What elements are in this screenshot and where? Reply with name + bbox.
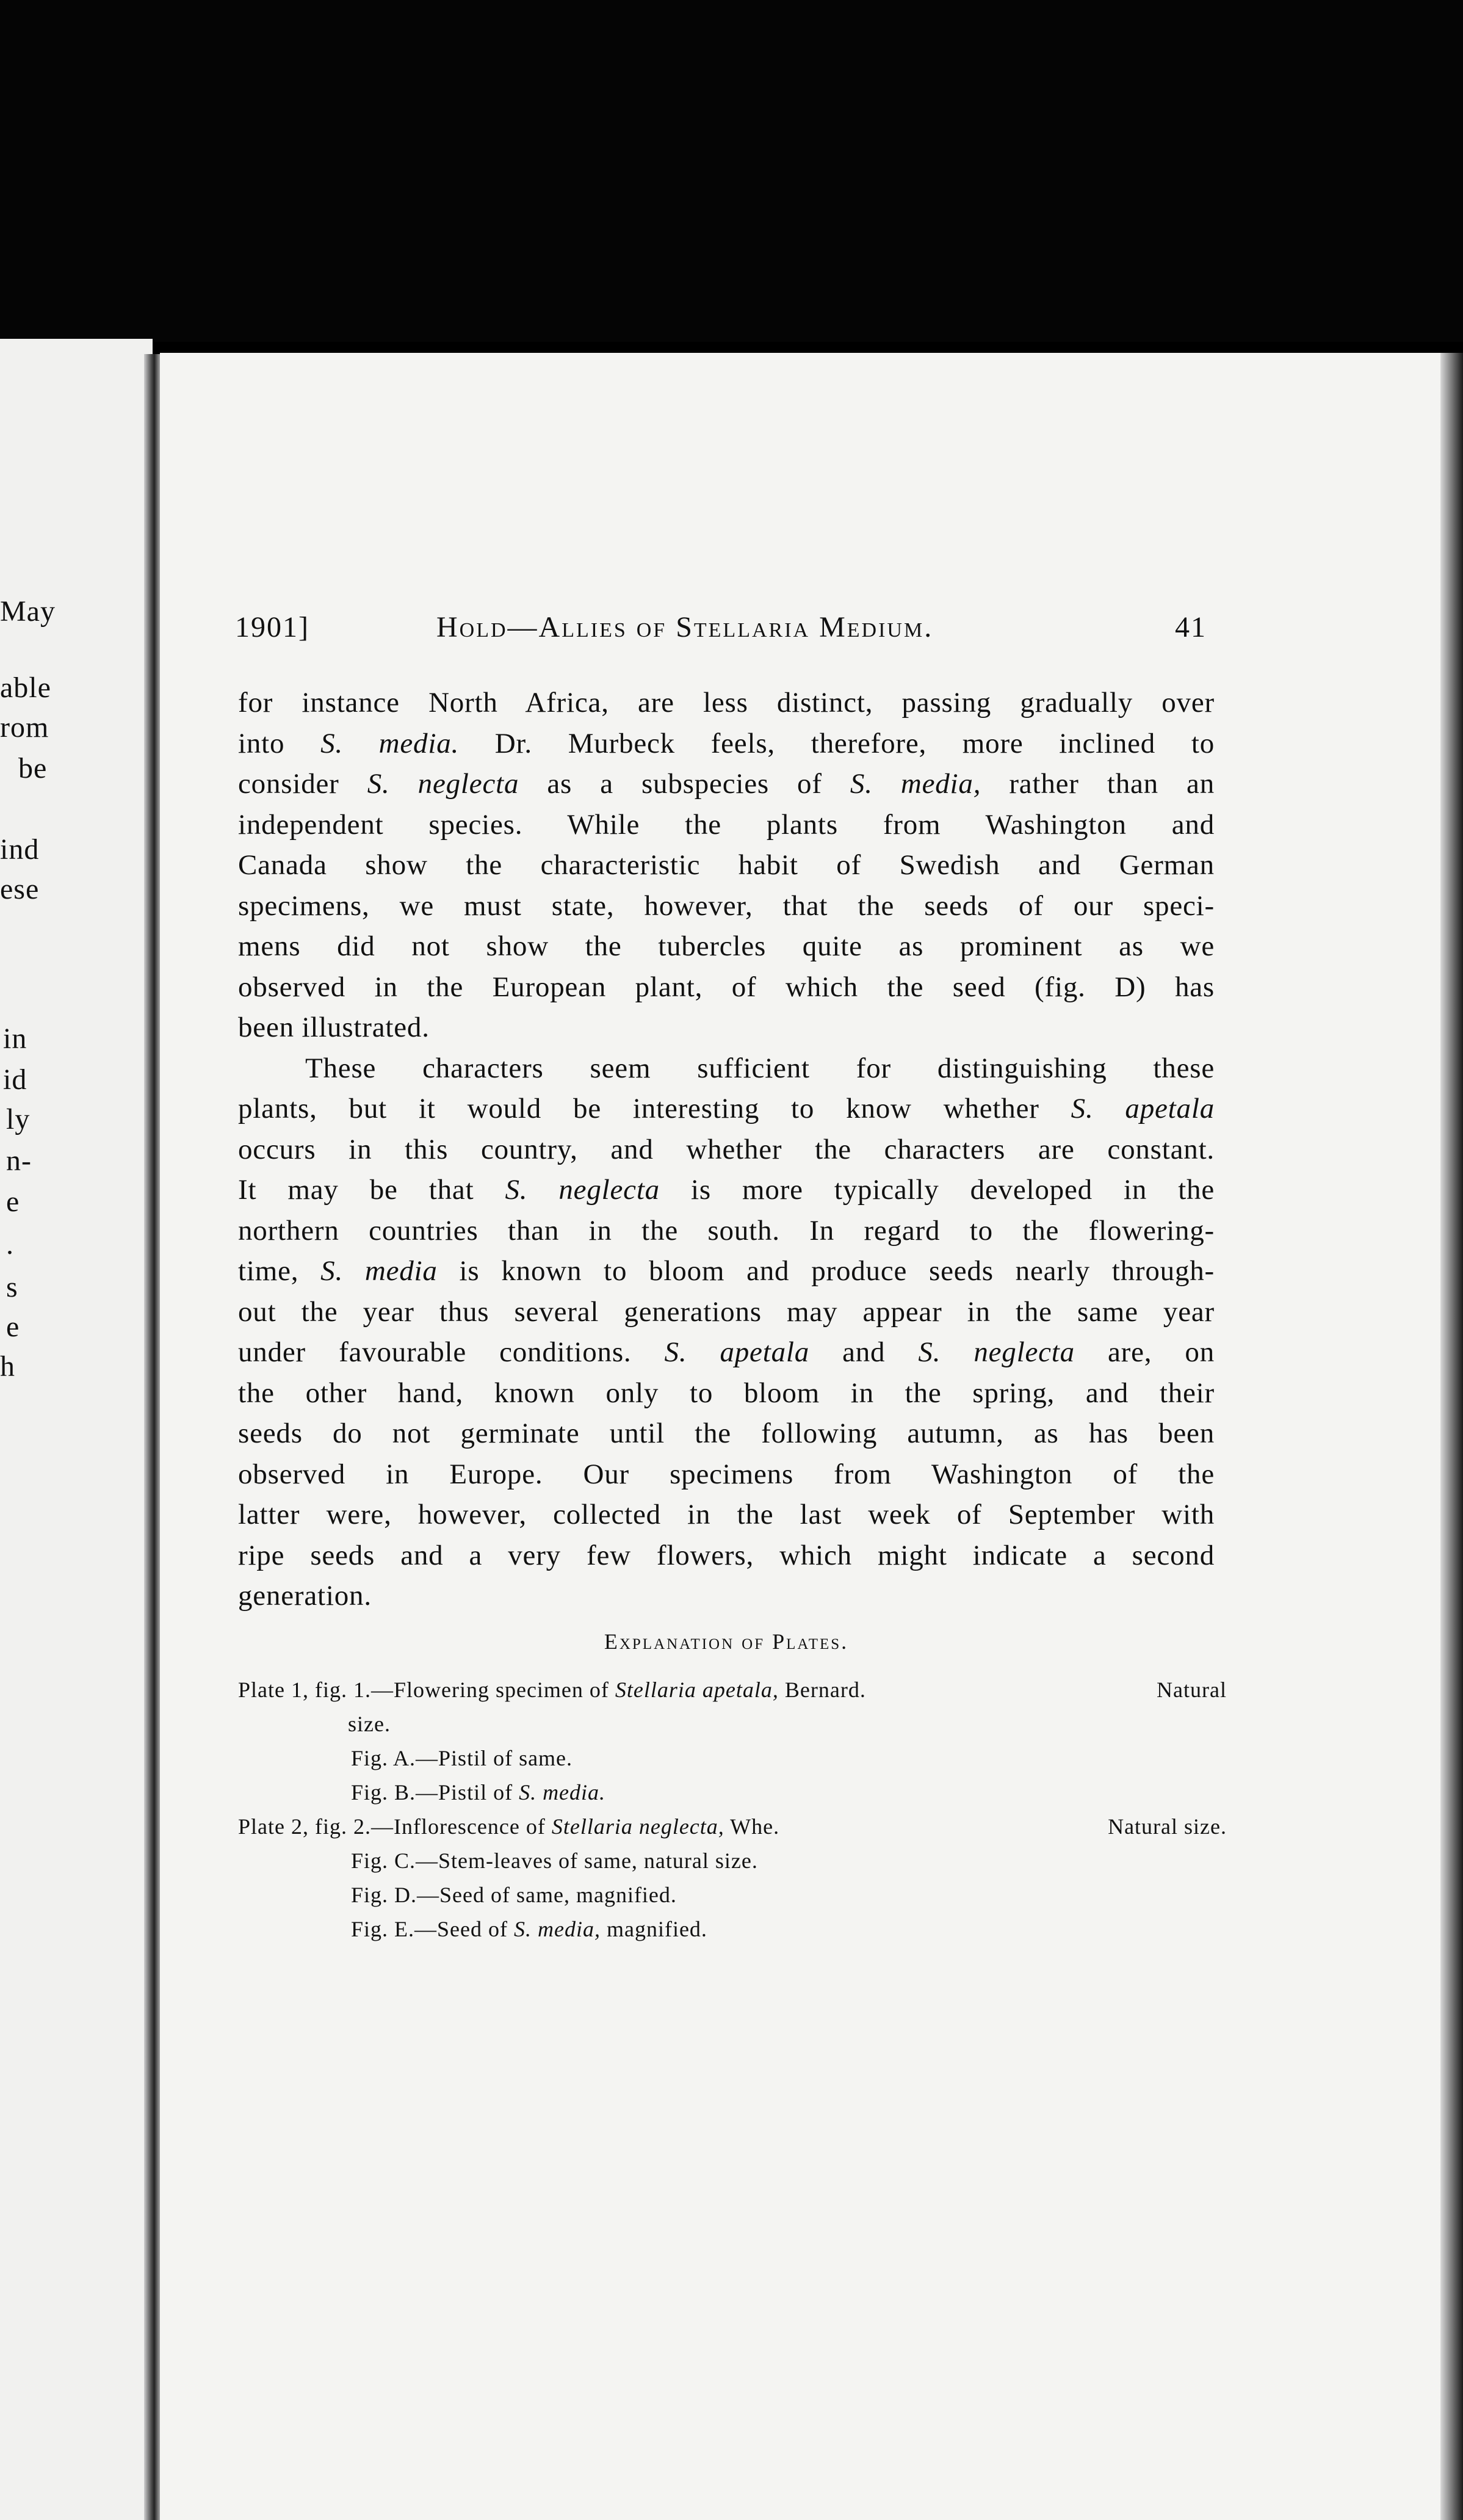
left-page-fragment: ly [6, 1103, 31, 1135]
text-line: latter were, however, collected in the last week of September with [238, 1499, 1215, 1530]
text-line: Canada show the characteristic habit of Swedish and German [238, 849, 1215, 881]
text-line: been illustrated. [238, 1012, 430, 1043]
header-year: 1901] [235, 611, 309, 643]
text-line: independent species. While the plants from Washington and [238, 808, 1215, 841]
text-line: mens did not show the tubercles quite as prominent as we [238, 930, 1215, 962]
left-page-fragment: able [0, 672, 51, 704]
left-page-fragment: n- [6, 1145, 32, 1177]
page-edge [1440, 353, 1463, 2520]
text-line: northern countries than in the south. In regard to the flowering- [238, 1214, 1215, 1247]
left-page-fragment: be [18, 752, 48, 784]
text-line: out the year thus several generations may appear in the same year [238, 1295, 1215, 1328]
text-line: seeds do not germinate until the following autumn, as has been [238, 1418, 1215, 1449]
plate-caption: Fig. D.—Seed of same, magnified. [351, 1883, 677, 1907]
dark-background [0, 0, 1463, 342]
text-line: specimens, we must state, however, that the seeds of our speci- [238, 889, 1215, 922]
header-title: Hold—Allies of Stellaria Medium. [436, 611, 934, 643]
left-page-fragment: id [3, 1063, 27, 1096]
paragraph-2 [238, 1048, 1215, 1617]
text-line: These characters seem sufficient for distinguishing these [305, 1052, 1215, 1084]
text-line: observed in the European plant, of which the seed (fig. D) has [238, 971, 1215, 1003]
text-line: consider S. neglecta as a subspecies of S. media, rather than an [238, 768, 1215, 800]
plate-size-note: Natural [1157, 1678, 1227, 1702]
text-line: It may be that S. neglecta is more typically developed in the [238, 1174, 1215, 1206]
left-page-fragment: ese [0, 873, 40, 905]
page-gutter [144, 354, 161, 2520]
page-number: 41 [1175, 611, 1207, 643]
running-header [235, 604, 1212, 647]
left-page-fragment: ind [0, 833, 40, 866]
paragraph-1 [238, 682, 1215, 1048]
plate-caption: Fig. A.—Pistil of same. [351, 1746, 573, 1770]
text-line: the other hand, known only to bloom in the spring, and their [238, 1377, 1215, 1409]
plate-caption: Plate 2, fig. 2.—Inflorescence of Stellaria neglecta, Whe. Natural size. [238, 1809, 1227, 1844]
text-line: generation. [238, 1580, 372, 1612]
plate-caption: Plate 1, fig. 1.—Flowering specimen of Stellaria apetala, Bernard. Natural [238, 1673, 1227, 1707]
text-line: for instance North Africa, are less distinct, passing gradually over [238, 687, 1215, 719]
left-page-fragment: h [0, 1350, 15, 1383]
text-line: plants, but it would be interesting to know whether S. apetala [238, 1093, 1215, 1124]
text-line: ripe seeds and a very few flowers, which might indicate a second [238, 1539, 1215, 1571]
left-page-fragment: in [3, 1023, 27, 1055]
left-page-fragment: . [6, 1228, 14, 1261]
left-page-fragment: s [6, 1271, 18, 1303]
plate-size-note: Natural size. [1108, 1814, 1227, 1839]
text-line: occurs in this country, and whether the characters are constant. [238, 1133, 1215, 1165]
text-line: observed in Europe. Our specimens from Washington of the [238, 1458, 1215, 1490]
left-page-fragment: May [0, 595, 56, 628]
body-text [238, 682, 1215, 1617]
left-page-fragment: rom [0, 711, 49, 744]
plate-caption: size. [348, 1712, 391, 1736]
explanation-title: Explanation of Plates. [604, 1629, 849, 1654]
text-line: under favourable conditions. S. apetala and S. neglecta are, on [238, 1336, 1215, 1368]
left-page-fragment: e [6, 1311, 20, 1343]
text-line: into S. media. Dr. Murbeck feels, therefore, more inclined to [238, 727, 1215, 759]
plate-caption: Fig. C.—Stem-leaves of same, natural size. [351, 1848, 758, 1873]
plates-list [238, 1673, 1227, 1946]
left-page-fragment: e [6, 1186, 20, 1218]
text-line: time, S. media is known to bloom and produce seeds nearly through- [238, 1255, 1215, 1287]
left-page-strip [0, 339, 153, 2520]
plate-caption: Fig. B.—Pistil of S. media. [351, 1780, 606, 1805]
plate-caption: Fig. E.—Seed of S. media, magnified. [351, 1917, 707, 1941]
